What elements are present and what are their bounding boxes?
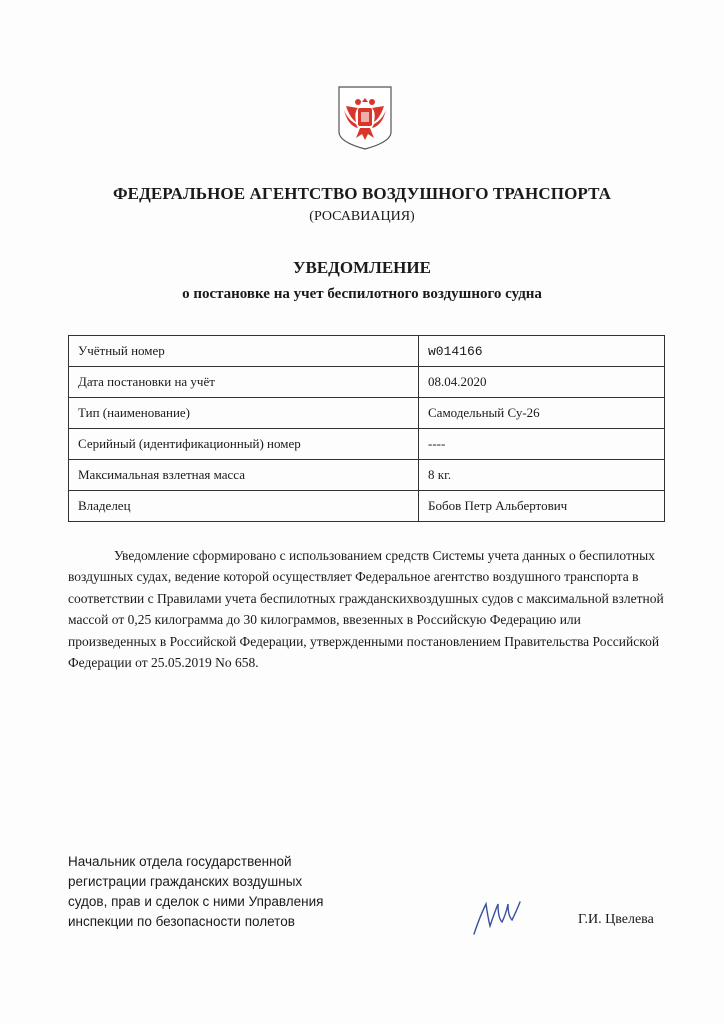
serial-number: ---- bbox=[419, 429, 665, 460]
table-row bbox=[69, 460, 665, 491]
table-row bbox=[69, 491, 665, 522]
document-title: УВЕДОМЛЕНИЕ bbox=[293, 258, 431, 277]
owner-name: Бобов Петр Альбертович bbox=[419, 491, 665, 522]
signer-position-line: Начальник отдела государственной bbox=[68, 854, 292, 869]
table-row bbox=[69, 336, 665, 367]
body-text: Уведомление сформировано с использованием средств Системы учета данных о беспилотных воздушных судах, ведение которой осуществляет Федеральное агентство воздушного транспорта в соответствии с Правилами учета беспилотных гражданскихвоздушных судов с максимальной взлетной массой от 0,25 килограмма до 30 килограммов, ввезенных в Российскую Федерацию или произведенных в Российской Федерации, утвержденными постановлением Правительства Российской Федерации от 25.05.2019 No 658. bbox=[68, 548, 664, 671]
handwritten-signature-icon bbox=[470, 896, 532, 938]
registration-info-table bbox=[68, 335, 665, 522]
document-subtitle: о постановке на учет беспилотного воздушного судна bbox=[182, 286, 542, 302]
body-paragraph bbox=[68, 545, 668, 673]
row-label: Тип (наименование) bbox=[69, 398, 419, 429]
registration-number: w014166 bbox=[419, 336, 665, 367]
max-takeoff-mass: 8 кг. bbox=[419, 460, 665, 491]
signer-position-line: инспекции по безопасности полетов bbox=[68, 914, 295, 929]
registration-date: 08.04.2020 bbox=[419, 367, 665, 398]
table-row bbox=[69, 367, 665, 398]
row-label: Максимальная взлетная масса bbox=[69, 460, 419, 491]
row-label: Серийный (идентификационный) номер bbox=[69, 429, 419, 460]
agency-name: ФЕДЕРАЛЬНОЕ АГЕНТСТВО ВОЗДУШНОГО ТРАНСПОРТА bbox=[112, 184, 612, 203]
table-row bbox=[69, 429, 665, 460]
row-label: Владелец bbox=[69, 491, 419, 522]
signer-position-line: судов, прав и сделок с ними Управления bbox=[68, 894, 324, 909]
row-label: Учётный номер bbox=[69, 336, 419, 367]
aircraft-type: Самодельный Су-26 bbox=[419, 398, 665, 429]
russian-coat-of-arms-icon bbox=[336, 84, 394, 152]
row-label: Дата постановки на учёт bbox=[69, 367, 419, 398]
table-row bbox=[69, 398, 665, 429]
signer-position bbox=[68, 852, 368, 932]
agency-short-name: (РОСАВИАЦИЯ) bbox=[309, 209, 415, 224]
signer-position-line: регистрации гражданских воздушных bbox=[68, 874, 303, 889]
signer-name: Г.И. Цвелева bbox=[578, 912, 654, 927]
